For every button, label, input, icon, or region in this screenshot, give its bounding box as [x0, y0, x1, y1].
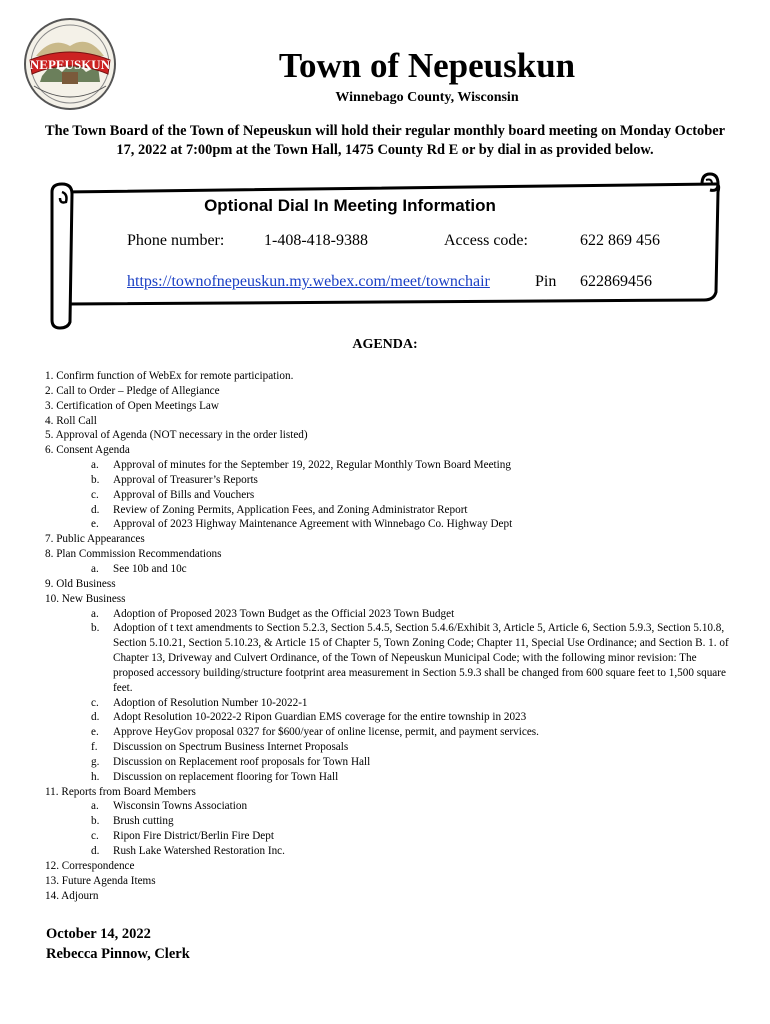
agenda-subitem — [45, 473, 735, 488]
agenda-subitem — [45, 710, 735, 725]
agenda-subitem — [45, 488, 735, 503]
agenda-item: 13. Future Agenda Items — [45, 874, 156, 887]
agenda-subitem-text: Approval of Treasurer’s Reports — [113, 473, 258, 486]
pin-value: 622869456 — [580, 273, 652, 290]
agenda-subitem-letter: e. — [91, 518, 99, 531]
access-code-value: 622 869 456 — [580, 232, 660, 249]
agenda-subitem-text: Discussion on replacement flooring for Town Hall — [113, 770, 339, 783]
agenda-item: 8. Plan Commission Recommendations — [45, 548, 222, 561]
agenda-subitem-letter: d. — [91, 711, 100, 724]
agenda-subitem-letter: g. — [91, 755, 100, 768]
agenda-subitem-text: Discussion on Spectrum Business Internet Proposals — [113, 741, 349, 754]
agenda-item: 6. Consent Agenda — [45, 444, 130, 457]
agenda-subitem-letter: e. — [91, 726, 99, 739]
agenda-item: 7. Public Appearances — [45, 533, 145, 546]
phone-label: Phone number: — [127, 232, 225, 249]
agenda-subitem-text: Adopt Resolution 10-2022-2 Ripon Guardian EMS coverage for the entire township in 2023 — [113, 711, 527, 724]
agenda-subitem-letter: a. — [91, 607, 99, 620]
agenda-item: 14. Adjourn — [45, 889, 99, 902]
agenda-subitem-letter: b. — [91, 473, 100, 486]
agenda-subitem-letter: c. — [91, 488, 99, 501]
agenda-subitem-letter: b. — [91, 622, 100, 635]
agenda-subitem-text: Approval of Bills and Vouchers — [113, 488, 255, 501]
agenda-subitem-text: Rush Lake Watershed Restoration Inc. — [113, 845, 285, 857]
agenda-subitem — [45, 755, 735, 770]
agenda-subitem — [45, 725, 735, 740]
agenda-subitem — [45, 621, 735, 695]
agenda-subitem-letter: f. — [91, 741, 98, 754]
agenda-item: 5. Approval of Agenda (NOT necessary in the order listed) — [45, 429, 308, 442]
agenda-item: 1. Confirm function of WebEx for remote participation. — [45, 370, 294, 382]
agenda-subitem — [45, 829, 735, 844]
footer — [46, 924, 190, 964]
agenda-subitem-letter: a. — [91, 459, 99, 472]
page-subtitle: Winnebago County, Wisconsin — [335, 90, 519, 105]
agenda-subitem-letter: h. — [91, 770, 100, 783]
agenda-subitem-text: Discussion on Replacement roof proposals for Town Hall — [113, 755, 371, 768]
agenda-subitem-text: Review of Zoning Permits, Application Fees, and Zoning Administrator Report — [113, 503, 468, 516]
agenda-heading: AGENDA: — [352, 337, 418, 352]
agenda-subitem-letter: c. — [91, 830, 99, 843]
agenda-item: 9. Old Business — [45, 577, 116, 590]
agenda-subitem — [45, 799, 735, 814]
agenda-subitem — [45, 740, 735, 755]
agenda-subitem-text: Wisconsin Towns Association — [113, 800, 248, 813]
agenda-subitem — [45, 770, 735, 785]
agenda-item: 12. Correspondence — [45, 859, 135, 872]
page-title: Town of Nepeuskun — [278, 46, 576, 85]
agenda-subitem-letter: a. — [91, 800, 99, 813]
access-code-label: Access code: — [444, 232, 528, 249]
agenda-subitem-text: Approval of minutes for the September 19, 2022, Regular Monthly Town Board Meeting — [113, 459, 511, 472]
agenda-subitem — [45, 503, 735, 518]
footer-signature: Rebecca Pinnow, Clerk — [46, 946, 190, 962]
webex-meeting-link[interactable]: https://townofnepeuskun.my.webex.com/meet/townchair — [127, 273, 490, 290]
agenda-list — [45, 369, 735, 903]
agenda-subitem-letter: d. — [91, 845, 100, 857]
agenda-subitem — [45, 844, 735, 859]
footer-date: October 14, 2022 — [46, 926, 151, 942]
agenda-subitem-text: Ripon Fire District/Berlin Fire Dept — [113, 830, 274, 843]
agenda-item: 10. New Business — [45, 592, 126, 605]
agenda-item: 3. Certification of Open Meetings Law — [45, 399, 219, 412]
agenda-subitem-text: Approve HeyGov proposal 0327 for $600/year of online license, permit, and payment services. — [113, 726, 539, 739]
svg-text:NEPEUSKUN: NEPEUSKUN — [29, 57, 111, 72]
agenda-subitem-text: Adoption of t text amendments to Section 5.2.3, Section 5.4.5, Section 5.4.6/Exhibit 3, Article 5, Article 6, Section 5.9.3, Section 5.10.8, Section 5.10.21, Section 5.10.23, & Article 15 of Chapter 5, Town Zoning Code; Chapter 11, Special Use Ordinance; and Section B. 1. of Chapter 13, Driveway and Culvert Ordinance, of the Town of Nepeuskun Municipal Code; with the following minor revision: The proposed accessory building/structure footprint area measurement in Section 5.9.3 shall be changed from 600 square feet to 1,500 square feet. — [113, 622, 729, 694]
agenda-subitem-letter: b. — [91, 815, 100, 828]
agenda-subitem — [45, 458, 735, 473]
agenda-subitem-text: Adoption of Proposed 2023 Town Budget as the Official 2023 Town Budget — [113, 607, 455, 620]
meeting-intro: The Town Board of the Town of Nepeuskun will hold their regular monthly board meeting on Monday October 17, 2022 at 7:00pm at the Town Hall, 1475 County Rd E or by dial in as provided below. — [44, 123, 726, 158]
agenda-subitem-letter: a. — [91, 562, 99, 575]
agenda-item: 4. Roll Call — [45, 414, 97, 427]
pin-label: Pin — [535, 273, 557, 290]
agenda-subitem-letter: c. — [91, 696, 99, 709]
dial-in-heading: Optional Dial In Meeting Information — [204, 196, 496, 215]
agenda-item: 2. Call to Order – Pledge of Allegiance — [45, 384, 220, 397]
agenda-subitem — [45, 814, 735, 829]
agenda-subitem-letter: d. — [91, 503, 100, 516]
agenda-subitem-text: Adoption of Resolution Number 10-2022-1 — [113, 696, 308, 709]
agenda-subitem — [45, 607, 735, 622]
phone-number: 1-408-418-9388 — [264, 232, 368, 249]
agenda-subitem — [45, 562, 735, 577]
agenda-subitem-text: Approval of 2023 Highway Maintenance Agreement with Winnebago Co. Highway Dept — [113, 518, 513, 531]
agenda-subitem — [45, 517, 735, 532]
agenda-item: 11. Reports from Board Members — [45, 785, 196, 798]
agenda-subitem — [45, 696, 735, 711]
agenda-subitem-text: See 10b and 10c — [113, 562, 187, 575]
agenda-subitem-text: Brush cutting — [113, 815, 174, 828]
